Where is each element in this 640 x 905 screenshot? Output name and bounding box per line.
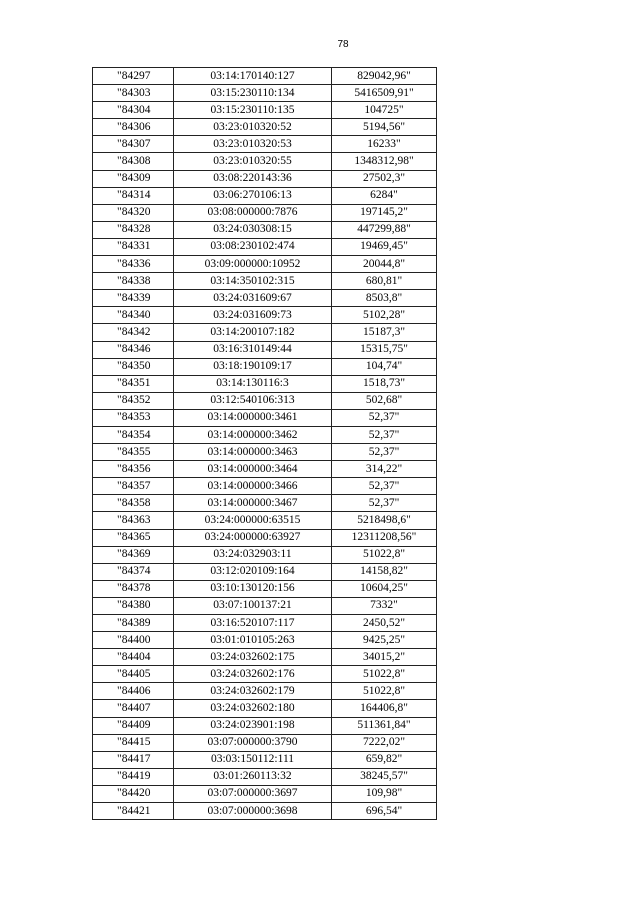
cadastral-number-cell: 03:24:032602:175 (174, 649, 332, 666)
cadastral-number-cell: 03:07:000000:3790 (174, 734, 332, 751)
cadastral-number-cell: 03:14:000000:3467 (174, 495, 332, 512)
table-row (93, 768, 437, 785)
cadastral-number-cell: 03:14:130116:3 (174, 375, 332, 392)
table-row (93, 256, 437, 273)
cadastral-number-cell: 03:01:260113:32 (174, 768, 332, 785)
table-row (93, 238, 437, 255)
row-number-cell: "84339 (93, 290, 174, 307)
row-number-cell: "84406 (93, 683, 174, 700)
cadastral-number-cell: 03:15:230110:134 (174, 85, 332, 102)
table-row (93, 324, 437, 341)
row-number-cell: "84380 (93, 597, 174, 614)
value-cell: 197145,2" (332, 204, 437, 221)
cadastral-number-cell: 03:06:270106:13 (174, 187, 332, 204)
value-cell: 10604,25" (332, 580, 437, 597)
cadastral-number-cell: 03:14:000000:3466 (174, 478, 332, 495)
value-cell: 52,37" (332, 495, 437, 512)
cadastral-number-cell: 03:15:230110:135 (174, 102, 332, 119)
data-table (92, 67, 437, 820)
row-number-cell: "84400 (93, 632, 174, 649)
value-cell: 51022,8" (332, 546, 437, 563)
cadastral-number-cell: 03:12:020109:164 (174, 563, 332, 580)
table-row (93, 546, 437, 563)
table-row (93, 102, 437, 119)
table-row (93, 512, 437, 529)
value-cell: 829042,96" (332, 68, 437, 85)
row-number-cell: "84355 (93, 444, 174, 461)
table-row (93, 734, 437, 751)
table-row (93, 273, 437, 290)
value-cell: 12311208,56" (332, 529, 437, 546)
value-cell: 9425,25" (332, 632, 437, 649)
cadastral-number-cell: 03:16:520107:117 (174, 615, 332, 632)
cadastral-number-cell: 03:24:032602:180 (174, 700, 332, 717)
row-number-cell: "84351 (93, 375, 174, 392)
cadastral-number-cell: 03:18:190109:17 (174, 358, 332, 375)
table-row (93, 751, 437, 768)
row-number-cell: "84358 (93, 495, 174, 512)
cadastral-number-cell: 03:24:031609:73 (174, 307, 332, 324)
cadastral-number-cell: 03:07:100137:21 (174, 597, 332, 614)
value-cell: 659,82" (332, 751, 437, 768)
table-row (93, 444, 437, 461)
row-number-cell: "84354 (93, 426, 174, 443)
cadastral-number-cell: 03:10:130120:156 (174, 580, 332, 597)
cadastral-number-cell: 03:09:000000:10952 (174, 256, 332, 273)
row-number-cell: "84417 (93, 751, 174, 768)
table-row (93, 341, 437, 358)
row-number-cell: "84346 (93, 341, 174, 358)
row-number-cell: "84419 (93, 768, 174, 785)
table-row (93, 478, 437, 495)
row-number-cell: "84328 (93, 221, 174, 238)
row-number-cell: "84407 (93, 700, 174, 717)
value-cell: 680,81" (332, 273, 437, 290)
table-row (93, 683, 437, 700)
row-number-cell: "84369 (93, 546, 174, 563)
table-row (93, 461, 437, 478)
value-cell: 38245,57" (332, 768, 437, 785)
row-number-cell: "84352 (93, 392, 174, 409)
value-cell: 51022,8" (332, 683, 437, 700)
row-number-cell: "84374 (93, 563, 174, 580)
table-row (93, 700, 437, 717)
row-number-cell: "84415 (93, 734, 174, 751)
value-cell: 52,37" (332, 444, 437, 461)
value-cell: 8503,8" (332, 290, 437, 307)
table-row (93, 85, 437, 102)
row-number-cell: "84356 (93, 461, 174, 478)
row-number-cell: "84307 (93, 136, 174, 153)
cadastral-number-cell: 03:23:010320:53 (174, 136, 332, 153)
value-cell: 27502,3" (332, 170, 437, 187)
table-row (93, 307, 437, 324)
table-row (93, 136, 437, 153)
value-cell: 51022,8" (332, 666, 437, 683)
value-cell: 104725" (332, 102, 437, 119)
table-row (93, 632, 437, 649)
value-cell: 502,68" (332, 392, 437, 409)
table-row (93, 597, 437, 614)
cadastral-number-cell: 03:24:030308:15 (174, 221, 332, 238)
value-cell: 20044,8" (332, 256, 437, 273)
value-cell: 314,22" (332, 461, 437, 478)
value-cell: 2450,52" (332, 615, 437, 632)
row-number-cell: "84365 (93, 529, 174, 546)
value-cell: 511361,84" (332, 717, 437, 734)
cadastral-number-cell: 03:14:000000:3464 (174, 461, 332, 478)
value-cell: 5102,28" (332, 307, 437, 324)
cadastral-number-cell: 03:24:000000:63927 (174, 529, 332, 546)
table-row (93, 426, 437, 443)
cadastral-number-cell: 03:14:200107:182 (174, 324, 332, 341)
value-cell: 109,98" (332, 785, 437, 802)
value-cell: 52,37" (332, 409, 437, 426)
value-cell: 5218498,6" (332, 512, 437, 529)
value-cell: 5194,56" (332, 119, 437, 136)
table-row (93, 290, 437, 307)
value-cell: 104,74" (332, 358, 437, 375)
cadastral-number-cell: 03:08:230102:474 (174, 238, 332, 255)
cadastral-number-cell: 03:14:000000:3462 (174, 426, 332, 443)
row-number-cell: "84342 (93, 324, 174, 341)
page-number: 78 (337, 39, 349, 50)
table-row (93, 409, 437, 426)
row-number-cell: "84338 (93, 273, 174, 290)
value-cell: 1518,73" (332, 375, 437, 392)
cadastral-number-cell: 03:14:170140:127 (174, 68, 332, 85)
row-number-cell: "84303 (93, 85, 174, 102)
row-number-cell: "84308 (93, 153, 174, 170)
value-cell: 7332" (332, 597, 437, 614)
table-row (93, 803, 437, 820)
cadastral-number-cell: 03:24:032602:179 (174, 683, 332, 700)
table-row (93, 649, 437, 666)
row-number-cell: "84350 (93, 358, 174, 375)
table-body (93, 68, 437, 820)
row-number-cell: "84409 (93, 717, 174, 734)
table-row (93, 392, 437, 409)
cadastral-number-cell: 03:24:023901:198 (174, 717, 332, 734)
row-number-cell: "84363 (93, 512, 174, 529)
table-row (93, 495, 437, 512)
table-row (93, 153, 437, 170)
cadastral-number-cell: 03:23:010320:52 (174, 119, 332, 136)
row-number-cell: "84353 (93, 409, 174, 426)
table-row (93, 615, 437, 632)
value-cell: 52,37" (332, 478, 437, 495)
value-cell: 7222,02" (332, 734, 437, 751)
row-number-cell: "84405 (93, 666, 174, 683)
cadastral-number-cell: 03:24:032903:11 (174, 546, 332, 563)
table-row (93, 170, 437, 187)
cadastral-number-cell: 03:24:031609:67 (174, 290, 332, 307)
row-number-cell: "84340 (93, 307, 174, 324)
value-cell: 34015,2" (332, 649, 437, 666)
table-row (93, 375, 437, 392)
cadastral-number-cell: 03:23:010320:55 (174, 153, 332, 170)
row-number-cell: "84331 (93, 238, 174, 255)
table-row (93, 68, 437, 85)
cadastral-number-cell: 03:07:000000:3697 (174, 785, 332, 802)
table-row (93, 666, 437, 683)
table-row (93, 119, 437, 136)
row-number-cell: "84404 (93, 649, 174, 666)
row-number-cell: "84304 (93, 102, 174, 119)
cadastral-number-cell: 03:07:000000:3698 (174, 803, 332, 820)
cadastral-number-cell: 03:24:032602:176 (174, 666, 332, 683)
value-cell: 5416509,91" (332, 85, 437, 102)
table-row (93, 580, 437, 597)
cadastral-number-cell: 03:24:000000:63515 (174, 512, 332, 529)
table-row (93, 221, 437, 238)
value-cell: 52,37" (332, 426, 437, 443)
value-cell: 14158,82" (332, 563, 437, 580)
cadastral-number-cell: 03:14:000000:3463 (174, 444, 332, 461)
table-row (93, 187, 437, 204)
value-cell: 16233" (332, 136, 437, 153)
row-number-cell: "84378 (93, 580, 174, 597)
row-number-cell: "84336 (93, 256, 174, 273)
row-number-cell: "84421 (93, 803, 174, 820)
row-number-cell: "84306 (93, 119, 174, 136)
row-number-cell: "84389 (93, 615, 174, 632)
table-row (93, 785, 437, 802)
table-row (93, 529, 437, 546)
cadastral-number-cell: 03:12:540106:313 (174, 392, 332, 409)
cadastral-number-cell: 03:14:350102:315 (174, 273, 332, 290)
row-number-cell: "84309 (93, 170, 174, 187)
cadastral-number-cell: 03:14:000000:3461 (174, 409, 332, 426)
row-number-cell: "84357 (93, 478, 174, 495)
row-number-cell: "84420 (93, 785, 174, 802)
table-row (93, 717, 437, 734)
cadastral-number-cell: 03:03:150112:111 (174, 751, 332, 768)
cadastral-number-cell: 03:01:010105:263 (174, 632, 332, 649)
value-cell: 164406,8" (332, 700, 437, 717)
row-number-cell: "84314 (93, 187, 174, 204)
value-cell: 19469,45" (332, 238, 437, 255)
row-number-cell: "84320 (93, 204, 174, 221)
table-row (93, 563, 437, 580)
value-cell: 15315,75" (332, 341, 437, 358)
value-cell: 15187,3" (332, 324, 437, 341)
table-row (93, 358, 437, 375)
cadastral-number-cell: 03:08:000000:7876 (174, 204, 332, 221)
row-number-cell: "84297 (93, 68, 174, 85)
value-cell: 447299,88" (332, 221, 437, 238)
value-cell: 696,54" (332, 803, 437, 820)
value-cell: 6284" (332, 187, 437, 204)
cadastral-number-cell: 03:08:220143:36 (174, 170, 332, 187)
table-row (93, 204, 437, 221)
value-cell: 1348312,98" (332, 153, 437, 170)
cadastral-number-cell: 03:16:310149:44 (174, 341, 332, 358)
